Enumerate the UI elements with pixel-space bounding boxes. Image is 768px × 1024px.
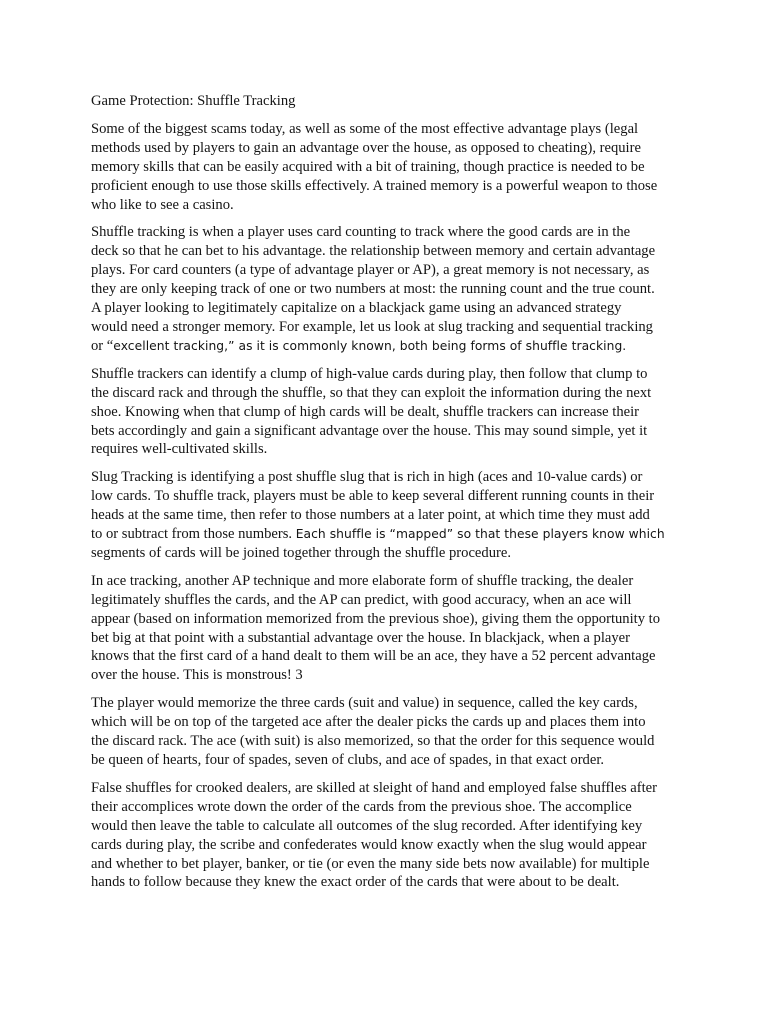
text-line [91, 440, 681, 459]
text-line [91, 610, 681, 629]
paragraph [91, 468, 681, 563]
line-text: memory skills that can be easily acquired with a bit of training, though practice is needed to be [91, 158, 645, 175]
paragraph [91, 572, 681, 685]
paragraph [91, 779, 681, 892]
line-text: A player looking to legitimately capitalize on a blackjack game using an advanced strategy [91, 300, 622, 317]
text-line [91, 798, 681, 817]
text-line [91, 403, 681, 422]
line-text: Shuffle trackers can identify a clump of high-value cards during play, then follow that clump to [91, 365, 648, 382]
text-line [91, 544, 681, 563]
text-line [91, 120, 681, 139]
line-text: plays. For card counters (a type of advantage player or AP), a great memory is not necessary, as [91, 262, 650, 279]
line-text: their accomplices wrote down the order of the cards from the previous shoe. The accomplice [91, 798, 632, 815]
text-line [91, 591, 681, 610]
line-text-alt-font: Each shuffle is “mapped” so that these players know which [295, 527, 665, 542]
line-text: would then leave the table to calculate all outcomes of the slug recorded. After identifying key [91, 817, 643, 834]
line-text: cards during play, the scribe and confederates would know exactly when the slug would appear [91, 836, 647, 853]
line-text: Slug Tracking is identifying a post shuffle slug that is rich in high (aces and 10-value cards) or [91, 469, 643, 486]
text-line [91, 817, 681, 836]
paragraph [91, 365, 681, 460]
line-text: to or subtract from those numbers. [91, 526, 296, 543]
text-line [91, 365, 681, 384]
text-line [91, 318, 681, 337]
text-line [91, 666, 681, 685]
line-text: In ace tracking, another AP technique and more elaborate form of shuffle tracking, the dealer [91, 572, 634, 589]
line-text: shoe. Knowing when that clump of high cards will be dealt, shuffle trackers can increase their [91, 403, 640, 420]
paragraph [91, 120, 681, 215]
document-title: Game Protection: Shuffle Tracking [91, 93, 296, 109]
text-line [91, 629, 681, 648]
line-text: methods used by players to gain an advantage over the house, as opposed to cheating), require [91, 139, 641, 156]
line-text: appear (based on information memorized from the previous shoe), giving them the opportunity to [91, 610, 661, 627]
document-page [91, 92, 681, 901]
line-text: over the house. This is monstrous! 3 [91, 667, 303, 684]
text-line [91, 751, 681, 770]
text-line [91, 647, 681, 666]
line-text: or “ [91, 337, 114, 354]
paragraph [91, 223, 681, 355]
text-line [91, 468, 681, 487]
text-line [91, 139, 681, 158]
text-line [91, 506, 681, 525]
line-text: legitimately shuffles the cards, and the AP can predict, with good accuracy, when an ace will [91, 591, 632, 608]
text-line [91, 299, 681, 318]
line-text: requires well-cultivated skills. [91, 441, 268, 458]
text-line [91, 158, 681, 177]
text-line [91, 694, 681, 713]
line-text: the discard rack. The ace (with suit) is also memorized, so that the order for this sequence would [91, 733, 655, 750]
line-text: would need a stronger memory. For example, let us look at slug tracking and sequential tracking [91, 318, 653, 335]
text-line [91, 525, 681, 544]
text-line [91, 177, 681, 196]
text-line [91, 422, 681, 441]
line-text: Some of the biggest scams today, as well as some of the most effective advantage plays (legal [91, 120, 639, 137]
line-text: the discard rack and through the shuffle, so that they can exploit the information during the next [91, 384, 652, 401]
line-text: they are only keeping track of one or two numbers at most: the running count and the true count. [91, 281, 655, 298]
text-line [91, 261, 681, 280]
line-text: False shuffles for crooked dealers, are skilled at sleight of hand and employed false shuffles after [91, 779, 657, 796]
text-line [91, 280, 681, 299]
text-line [91, 196, 681, 215]
line-text: segments of cards will be joined together through the shuffle procedure. [91, 544, 511, 561]
text-line [91, 836, 681, 855]
text-line [91, 713, 681, 732]
line-text-alt-font: excellent tracking,” as it is commonly known, both being forms of shuffle tracking. [113, 338, 627, 353]
line-text: low cards. To shuffle track, players must be able to keep several different running counts in their [91, 488, 655, 505]
text-line [91, 487, 681, 506]
line-text: hands to follow because they knew the exact order of the cards that were about to be dealt. [91, 874, 620, 891]
line-text: be queen of hearts, four of spades, seven of clubs, and ace of spades, in that exact order. [91, 752, 605, 768]
line-text: Shuffle tracking is when a player uses card counting to track where the good cards are in the [91, 224, 631, 241]
line-text: bet big at that point with a substantial advantage over the house. In blackjack, when a player [91, 629, 630, 646]
line-text: and whether to bet player, banker, or tie (or even the many side bets now available) for multiple [91, 855, 650, 872]
text-line [91, 384, 681, 403]
line-text: deck so that he can bet to his advantage. the relationship between memory and certain advantage [91, 243, 656, 260]
line-text: The player would memorize the three cards (suit and value) in sequence, called the key cards, [91, 695, 638, 712]
text-line [91, 873, 681, 892]
text-line [91, 732, 681, 751]
line-text: bets accordingly and gain a significant advantage over the house. This may sound simple, yet it [91, 422, 648, 439]
line-text: heads at the same time, then refer to those numbers at a later point, at which time they must add [91, 507, 650, 524]
text-line [91, 779, 681, 798]
text-line [91, 242, 681, 261]
line-text: proficient enough to use those skills effectively. A trained memory is a powerful weapon to those [91, 177, 658, 194]
line-text: which will be on top of the targeted ace after the dealer picks the cards up and places them into [91, 714, 646, 731]
document-body [91, 120, 681, 892]
line-text: knows that the first card of a hand dealt to them will be an ace, they have a 52 percent advantage [91, 648, 656, 665]
text-line [91, 337, 681, 356]
text-line [91, 572, 681, 591]
text-line [91, 855, 681, 874]
text-line [91, 223, 681, 242]
line-text: who like to see a casino. [91, 196, 234, 213]
paragraph [91, 694, 681, 770]
